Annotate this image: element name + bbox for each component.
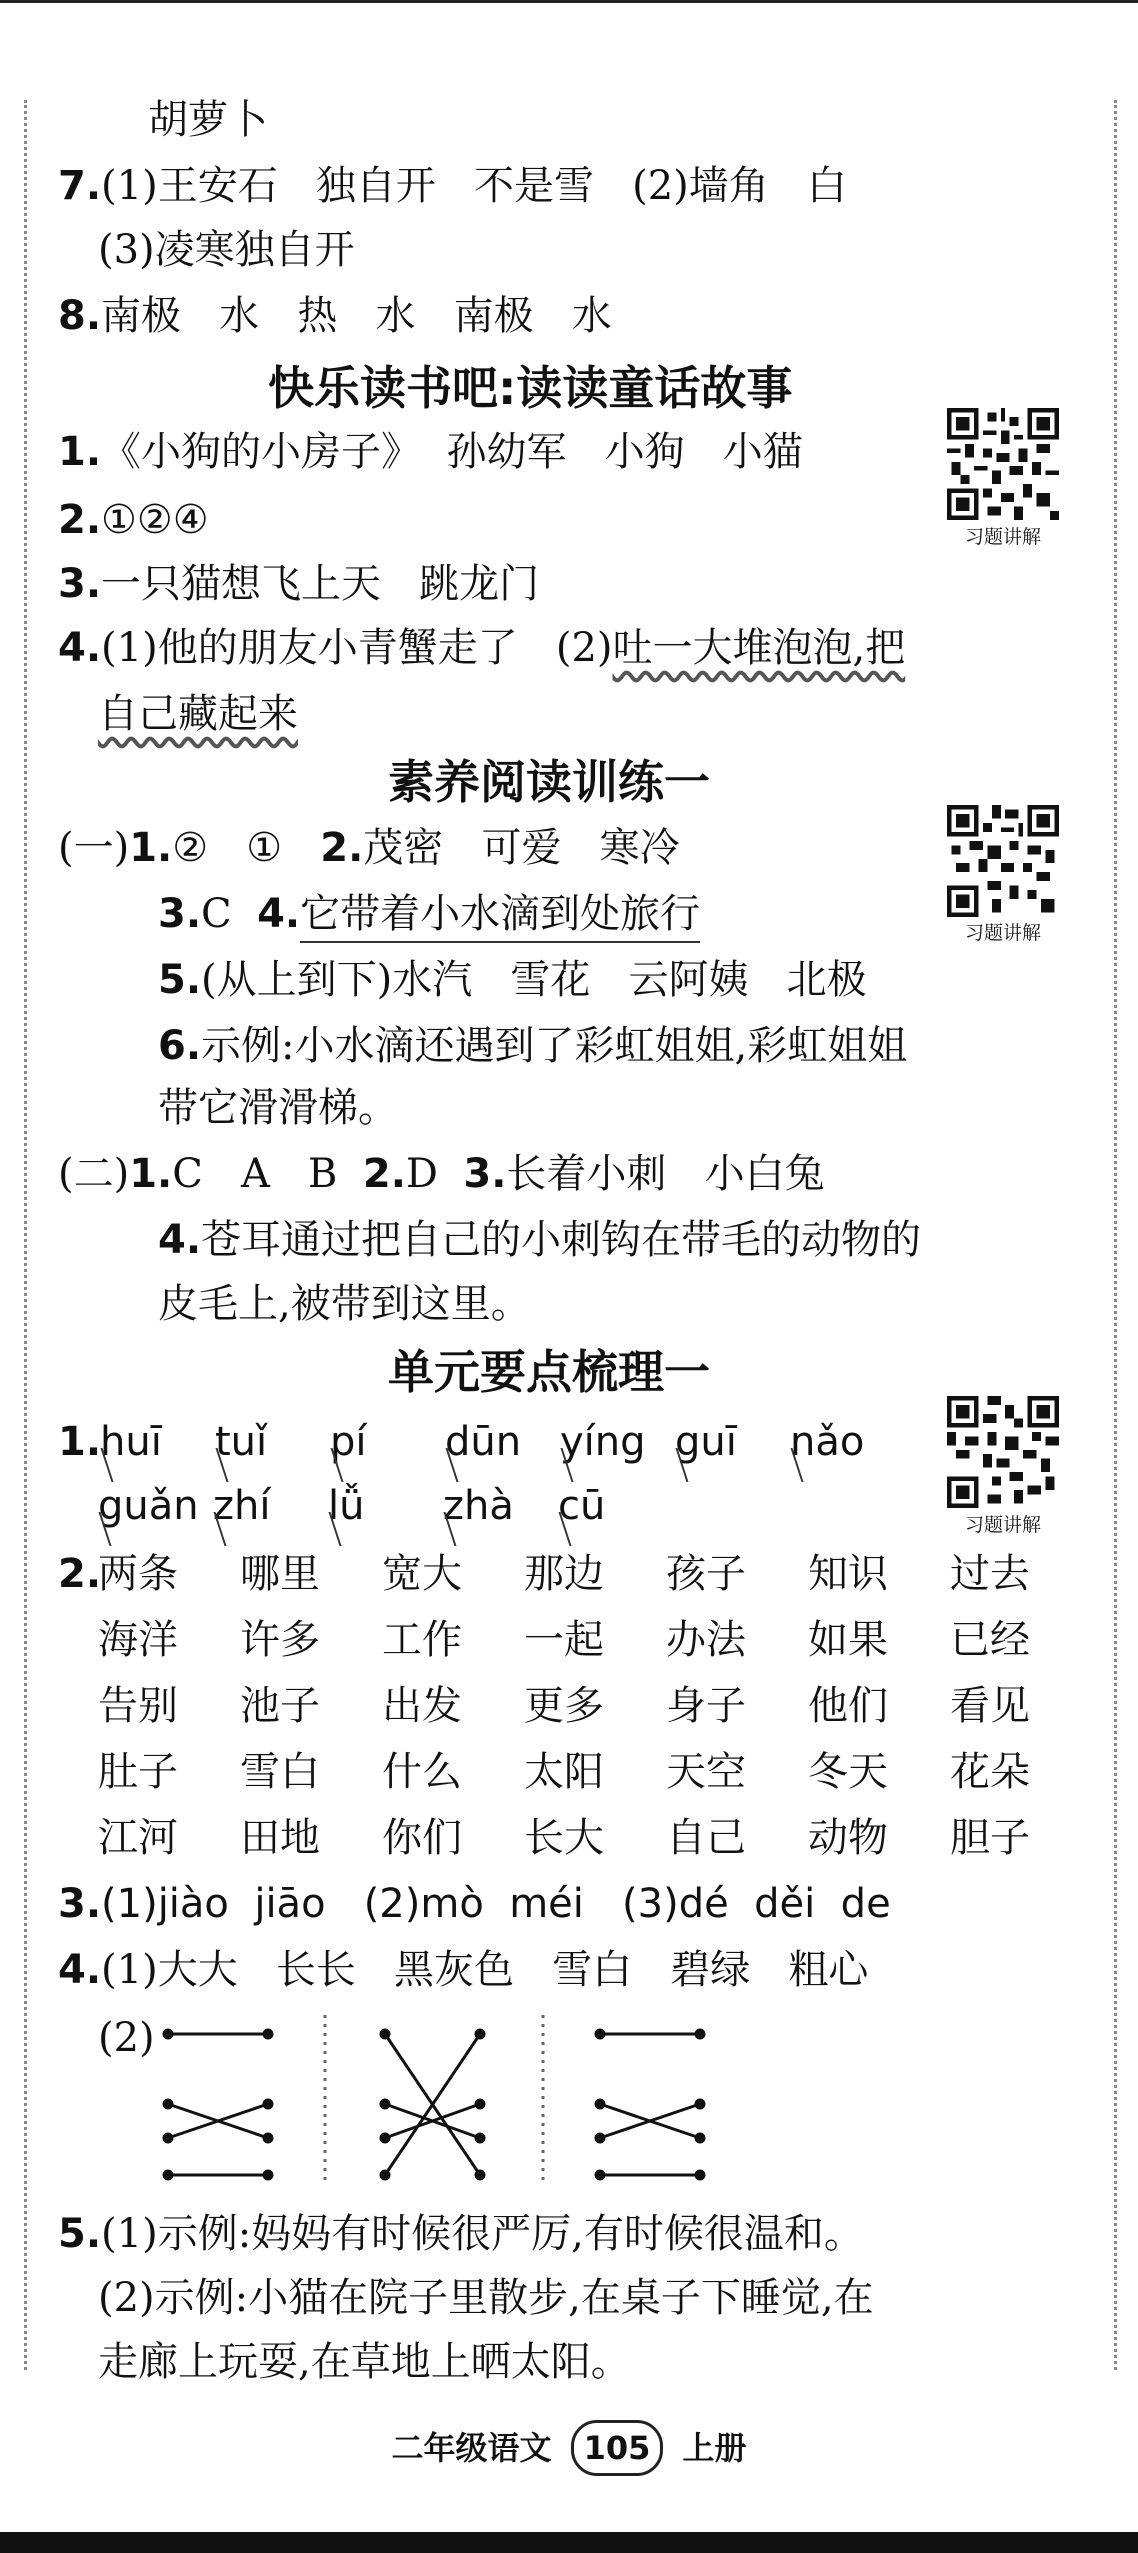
word-item: 更多 (524, 1683, 604, 1729)
word-item: 太阳 (524, 1749, 604, 1795)
top-border (0, 0, 1138, 3)
word-item: 孩子 (666, 1551, 746, 1597)
footer-volume: 上册 (682, 2429, 747, 2467)
word-item: 胆子 (950, 1815, 1030, 1861)
s2-part1-line1: (一)1.② ① 2.茂密 可爱 寒冷 (58, 825, 680, 871)
s2-part2-line2: 4.苍耳通过把自己的小刺钩在带毛的动物的 (158, 1217, 922, 1263)
word-item: 哪里 (240, 1551, 320, 1597)
bottom-border (0, 2532, 1138, 2553)
word-item: 知识 (808, 1551, 888, 1597)
s1-answer-4-cont: 自己藏起来 (98, 691, 298, 737)
s3-answer-2-num: 2. (58, 1551, 102, 1597)
s3-answer-4: 4.(1)大大 长长 黑灰色 雪白 碧绿 粗心 (58, 1947, 869, 1993)
s2-part2-line1: (二)1.C A B 2.D 3.长着小刺 小白兔 (58, 1151, 825, 1197)
section-title-training: 素养阅读训练一 (388, 755, 710, 809)
pinyin-item: pí (330, 1419, 367, 1465)
left-dotted-margin (24, 100, 27, 2370)
section-title-reading: 快乐读书吧:读读童话故事 (268, 361, 793, 415)
word-item: 海洋 (98, 1617, 178, 1663)
s3-answer-3: 3.(1)jiào jiāo (2)mò méi (3)dé děi de (58, 1881, 891, 1927)
word-item: 一起 (524, 1617, 604, 1663)
word-item: 什么 (382, 1749, 462, 1795)
pinyin-item: zhà (443, 1483, 514, 1529)
pinyin-item: huī (100, 1419, 162, 1465)
qr-code-icon[interactable] (947, 1396, 1059, 1508)
s2-part1-line2: 3.C 4.它带着小水滴到处旅行 (158, 886, 700, 942)
pinyin-item: cū (558, 1483, 606, 1529)
page-footer (0, 2420, 1138, 2476)
word-item: 出发 (382, 1683, 462, 1729)
right-dotted-margin (1114, 100, 1117, 2370)
word-item: 身子 (666, 1683, 746, 1729)
word-item: 江河 (98, 1815, 178, 1861)
word-item: 池子 (240, 1683, 320, 1729)
word-item: 那边 (524, 1551, 604, 1597)
footer-grade: 二年级语文 (391, 2429, 552, 2467)
word-item: 已经 (950, 1617, 1030, 1663)
word-item: 天空 (666, 1749, 746, 1795)
pinyin-item: yíng (560, 1419, 646, 1465)
word-item: 如果 (808, 1617, 888, 1663)
s1-answer-1: 1.《小狗的小房子》 孙幼军 小狗 小猫 (58, 429, 803, 475)
word-item: 田地 (240, 1815, 320, 1861)
section-title-summary: 单元要点梳理一 (388, 1345, 710, 1399)
s1-answer-4: 4.(1)他的朋友小青蟹走了 (2)吐一大堆泡泡,把 (58, 625, 906, 671)
s3-answer-5-2: (2)示例:小猫在院子里散步,在桌子下睡觉,在 (98, 2275, 874, 2321)
answer-8: 8.南极 水 热 水 南极 水 (58, 293, 612, 339)
qr-code-icon[interactable] (947, 805, 1059, 917)
word-item: 宽大 (382, 1551, 462, 1597)
word-item: 看见 (950, 1683, 1030, 1729)
word-item: 告别 (98, 1683, 178, 1729)
s2-part2-line3: 皮毛上,被带到这里。 (158, 1281, 531, 1327)
word-item: 他们 (808, 1683, 888, 1729)
word-item: 自己 (666, 1815, 746, 1861)
word-item: 雪白 (240, 1749, 320, 1795)
s2-part1-line4: 6.示例:小水滴还遇到了彩虹姐姐,彩虹姐姐 (158, 1023, 908, 1069)
page-number: 105 (571, 2420, 664, 2476)
word-item: 肚子 (98, 1749, 178, 1795)
word-item: 许多 (240, 1617, 320, 1663)
word-item: 动物 (808, 1815, 888, 1861)
answer-7: 7.(1)王安石 独自开 不是雪 (2)墙角 白 (58, 163, 847, 209)
s3-answer-5-1: 5.(1)示例:妈妈有时候很严厉,有时候很温和。 (58, 2211, 864, 2257)
word-item: 工作 (382, 1617, 462, 1663)
pinyin-item: guǎn (98, 1483, 199, 1529)
answer-line: 胡萝卜 (148, 97, 268, 143)
word-item: 冬天 (808, 1749, 888, 1795)
s1-answer-2: 2.①②④ (58, 497, 209, 543)
pinyin-item: dūn (445, 1419, 522, 1465)
answer-7-3: (3)凌寒独自开 (98, 227, 355, 273)
pinyin-item: nǎo (790, 1419, 865, 1465)
word-item: 你们 (382, 1815, 462, 1861)
qr-label: 习题讲解 (964, 526, 1041, 548)
pinyin-item: guī (675, 1419, 737, 1465)
word-item: 两条 (98, 1551, 178, 1597)
word-item: 过去 (950, 1551, 1030, 1597)
s3-answer-4-2: (2) (98, 2015, 155, 2061)
s3-answer-5-3: 走廊上玩耍,在草地上晒太阳。 (98, 2339, 631, 2385)
word-item: 办法 (666, 1617, 746, 1663)
qr-label: 习题讲解 (964, 922, 1041, 944)
word-item: 花朵 (950, 1749, 1030, 1795)
s2-part1-line5: 带它滑滑梯。 (158, 1085, 398, 1131)
matching-lines-diagram (160, 2010, 720, 2190)
pinyin-item: zhí (213, 1483, 271, 1529)
s1-answer-3: 3.一只猫想飞上天 跳龙门 (58, 561, 540, 607)
s2-part1-line3: 5.(从上到下)水汽 雪花 云阿姨 北极 (158, 957, 867, 1003)
pinyin-item: lǚ (328, 1483, 365, 1529)
s3-answer-1-num: 1. (58, 1419, 102, 1465)
word-item: 长大 (524, 1815, 604, 1861)
qr-label: 习题讲解 (964, 1514, 1041, 1536)
pinyin-item: tuǐ (215, 1419, 268, 1465)
qr-code-icon[interactable] (947, 408, 1059, 520)
